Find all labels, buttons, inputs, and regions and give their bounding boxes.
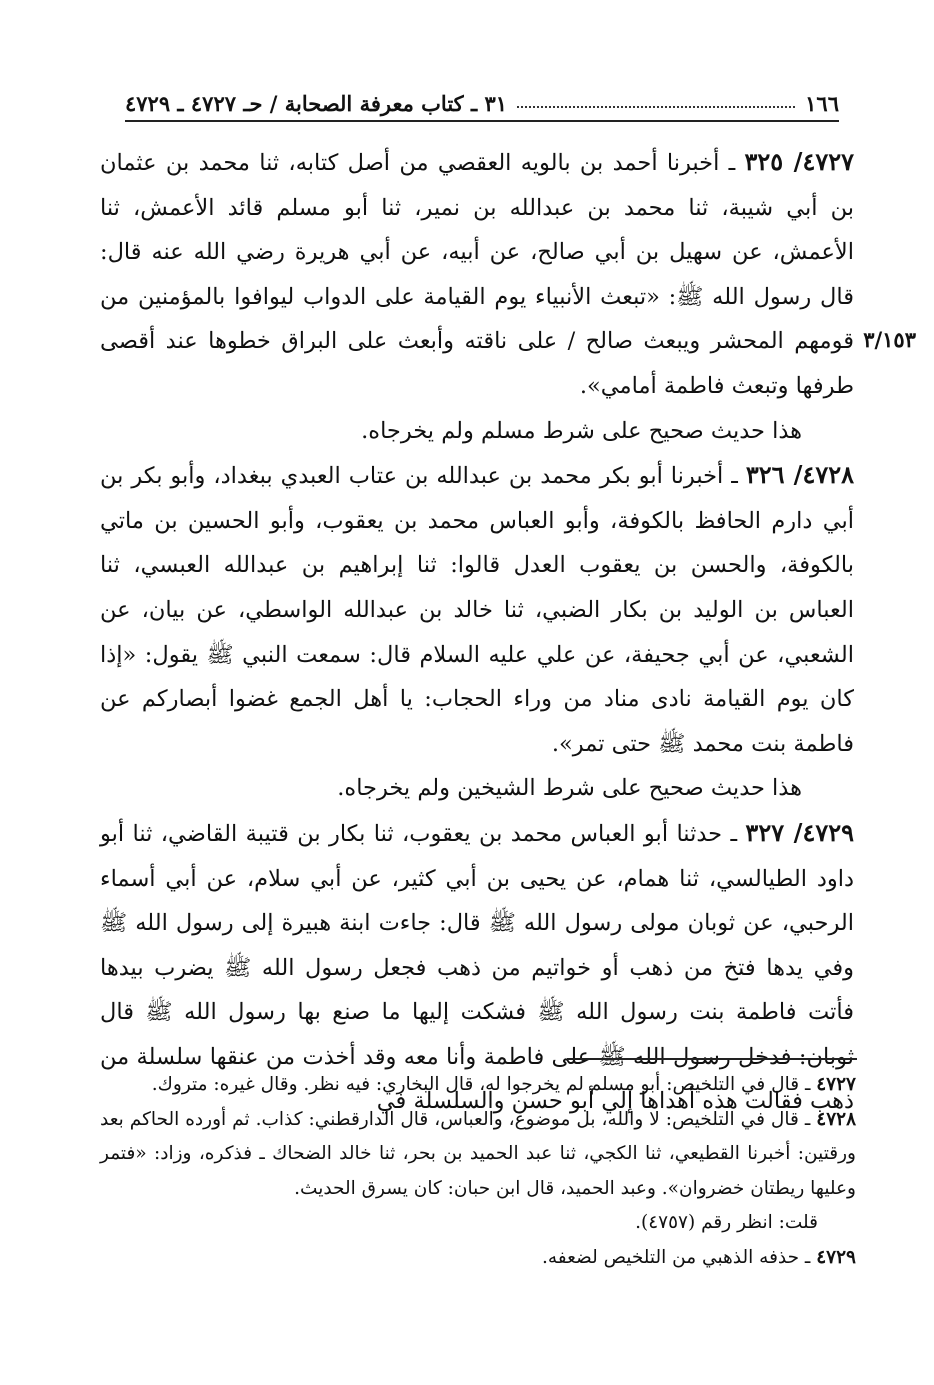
hadith-number: ٤٧٢٩/ ٣٢٧ xyxy=(745,817,854,847)
footnote-remark xyxy=(100,1206,856,1241)
hadith-text: ـ حدثنا أبو العباس محمد بن يعقوب، ثنا بكار بن قتيبة القاضي، ثنا أبو داود الطيالسي، ثنا همام، عن يحيى بن أبي كثير، عن أبي سلام، عن أبي أسماء الرحبي، عن ثوبان مولى رسول الله ﷺ قال: جاءت ابنة هبيرة إلى رسول الله ﷺ وفي يدها فتخ من ذهب أو خواتيم من ذهب فجعل رسول الله ﷺ يضرب بيدها فأتت فاطمة بنت رسول الله ﷺ فشكت إليها ما صنع بها رسول الله ﷺ قال ثوبان: فدخل رسول الله ﷺ على فاطمة وأنا معه وقد أخذت من عنقها سلسلة من ذهب فقالت هذه أهداها إلي أبو حسن والسلسلة في xyxy=(100,820,854,1115)
footnote xyxy=(100,1241,856,1276)
hadith-number: ٤٧٢٨/ ٣٢٦ xyxy=(745,460,854,490)
header-title: ٣١ ـ كتاب معرفة الصحابة / حـ ٤٧٢٧ ـ ٤٧٢٩ xyxy=(125,91,507,116)
footnote-text: ـ قال في التلخيص: أبو مسلم لم يخرجوا له، قال البخاري: فيه نظر. وقال غيره: متروك. xyxy=(151,1074,811,1095)
footnote-number: ٤٧٢٩ xyxy=(816,1246,856,1268)
hadith-text: ـ أخبرنا أبو بكر محمد بن عبدالله بن عتاب العبدي ببغداد، وأبو بكر بن أبي دارم الحافظ بالكوفة، وأبو العباس محمد بن يعقوب، وأبو الحسين بن ماتي بالكوفة، والحسن بن يعقوب العدل قالوا: ثنا إبراهيم بن عبدالله العبسي، ثنا العباس بن الوليد بن بكار الضبي، ثنا خالد بن عبدالله الواسطي، عن بيان، عن الشعبي، عن أبي جحيفة، عن علي عليه السلام قال: سمعت النبي ﷺ يقول: «إذا كان يوم القيامة نادى مناد من وراء الحجاب: يا أهل الجمع غضوا أبصاركم عن فاطمة بنت محمد ﷺ حتى تمر». xyxy=(100,463,854,757)
footnote-number: ٤٧٢٨ xyxy=(816,1108,857,1130)
margin-reference: ٣/١٥٣ xyxy=(863,327,916,352)
hadith-verdict: هذا حديث صحيح على شرط مسلم ولم يخرجاه. xyxy=(361,417,802,444)
page-number: ١٦٦ xyxy=(805,91,839,116)
hadith-verdict: هذا حديث صحيح على شرط الشيخين ولم يخرجاه. xyxy=(337,775,802,802)
hadith-entry xyxy=(100,140,854,409)
hadith-text: ـ أخبرنا أحمد بن بالويه العقصي من أصل كتابه، ثنا محمد بن عثمان بن أبي شيبة، ثنا محمد بن عبدالله بن نمير، ثنا أبو مسلم قائد الأعمش، ثنا الأعمش، عن سهيل بن أبي صالح، عن أبيه، عن أبي هريرة رضي الله عنه قال: قال رسول الله ﷺ: «تبعث الأنبياء يوم القيامة على الدواب ليوافوا بالمؤمنين من قومهم المحشر ويبعث صالح / على ناقته وأبعث على البراق خطوها عند أقصى طرفها وتبعث فاطمة أمامي». xyxy=(100,150,854,399)
footnote-text: ـ حذفه الذهبي من التلخيص لضعفه. xyxy=(541,1246,811,1268)
header-dotted-leader xyxy=(517,106,795,108)
footnote-text: ـ قال في التلخيص: لا والله، بل موضوع، والعباس، قال الدارقطني: كذاب. ثم أورده الحاكم بعد ورقتين: أخبرنا القطيعي، ثنا الكجي، ثنا عبد الحميد بن بحر، ثنا خالد الضحاك ـ فذكره، وزاد: «فتمر وعليها ريطتان خضروان». وعبد الحميد، قال ابن حبان: كان يسرق الحديث. xyxy=(100,1108,856,1199)
footnotes xyxy=(100,1068,856,1276)
hadith-number: ٤٧٢٧/ ٣٢٥ xyxy=(744,147,855,176)
footnote-separator xyxy=(567,1058,857,1060)
main-text xyxy=(100,140,854,1124)
hadith-entry xyxy=(100,453,854,766)
running-header xyxy=(125,80,839,122)
footnote-number: ٤٧٢٧ xyxy=(816,1074,856,1095)
footnote-text: قلت: انظر رقم (٤٧٥٧). xyxy=(635,1212,818,1234)
footnote xyxy=(100,1103,856,1207)
footnote xyxy=(100,1068,856,1103)
